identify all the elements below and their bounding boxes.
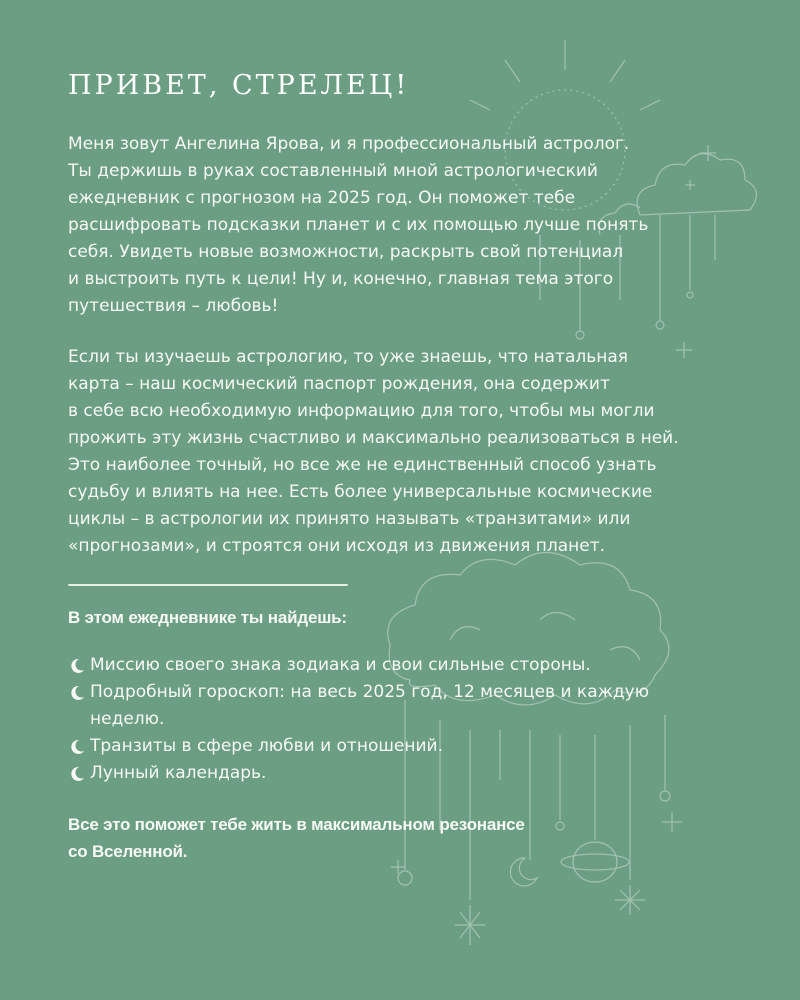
list-item (68, 760, 718, 787)
intro-line: расшифровать подсказки планет и с их помощью лучше понять (68, 215, 649, 235)
closing-line: Все это поможет тебе жить в максимальном резонансе (68, 815, 525, 834)
closing-line: со Вселенной. (68, 842, 188, 861)
intro-line: и выстроить путь к цели! Ну и, конечно, главная тема этого (68, 269, 614, 289)
section-divider (68, 584, 348, 586)
astrology-paragraph (68, 344, 708, 560)
intro-line: Ты держишь в руках составленный мной астрологический (68, 161, 598, 181)
astrology-line: Если ты изучаешь астрологию, то уже знаешь, что натальная (68, 347, 629, 367)
astrology-line: Это наиболее точный, но все же не единственный способ узнать (68, 455, 657, 475)
closing-statement (68, 811, 718, 865)
astrology-line: циклы – в астрологии их принято называть «транзитами» или (68, 509, 631, 529)
intro-paragraph (68, 131, 708, 320)
astrology-line: «прогнозами», и строятся они исходя из движения планет. (68, 536, 606, 556)
feature-text: Транзиты в сфере любви и отношений. (90, 736, 443, 756)
astrology-line: судьбу и влиять на нее. Есть более универсальные космические (68, 482, 653, 502)
feature-text: Лунный календарь. (90, 763, 267, 783)
feature-text: Миссию своего знака зодиака и свои сильные стороны. (90, 655, 591, 675)
crescent-moon-icon (68, 657, 86, 675)
list-item (68, 652, 718, 679)
crescent-moon-icon (68, 738, 86, 756)
intro-line: путешествия – любовь! (68, 296, 279, 316)
astrology-line: в себе всю необходимую информацию для того, чтобы мы могли (68, 401, 655, 421)
crescent-moon-icon (68, 684, 86, 702)
list-item (68, 733, 718, 760)
page-title: ПРИВЕТ, СТРЕЛЕЦ! (68, 70, 410, 101)
astrology-line: прожить эту жизнь счастливо и максимально реализоваться в ней. (68, 428, 679, 448)
features-heading: В этом ежедневнике ты найдешь: (68, 608, 347, 627)
intro-line: себя. Увидеть новые возможности, раскрыть свой потенциал (68, 242, 624, 262)
intro-line: ежедневник с прогнозом на 2025 год. Он поможет тебе (68, 188, 576, 208)
feature-text: Подробный гороскоп: на весь 2025 год, 12 месяцев и каждую неделю. (90, 682, 650, 729)
content (68, 70, 718, 865)
crescent-moon-icon (68, 765, 86, 783)
astrology-line: карта – наш космический паспорт рождения, она содержит (68, 374, 610, 394)
list-item (68, 679, 718, 733)
features-list (68, 652, 718, 787)
intro-line: Меня зовут Ангелина Ярова, и я профессиональный астролог. (68, 134, 630, 154)
